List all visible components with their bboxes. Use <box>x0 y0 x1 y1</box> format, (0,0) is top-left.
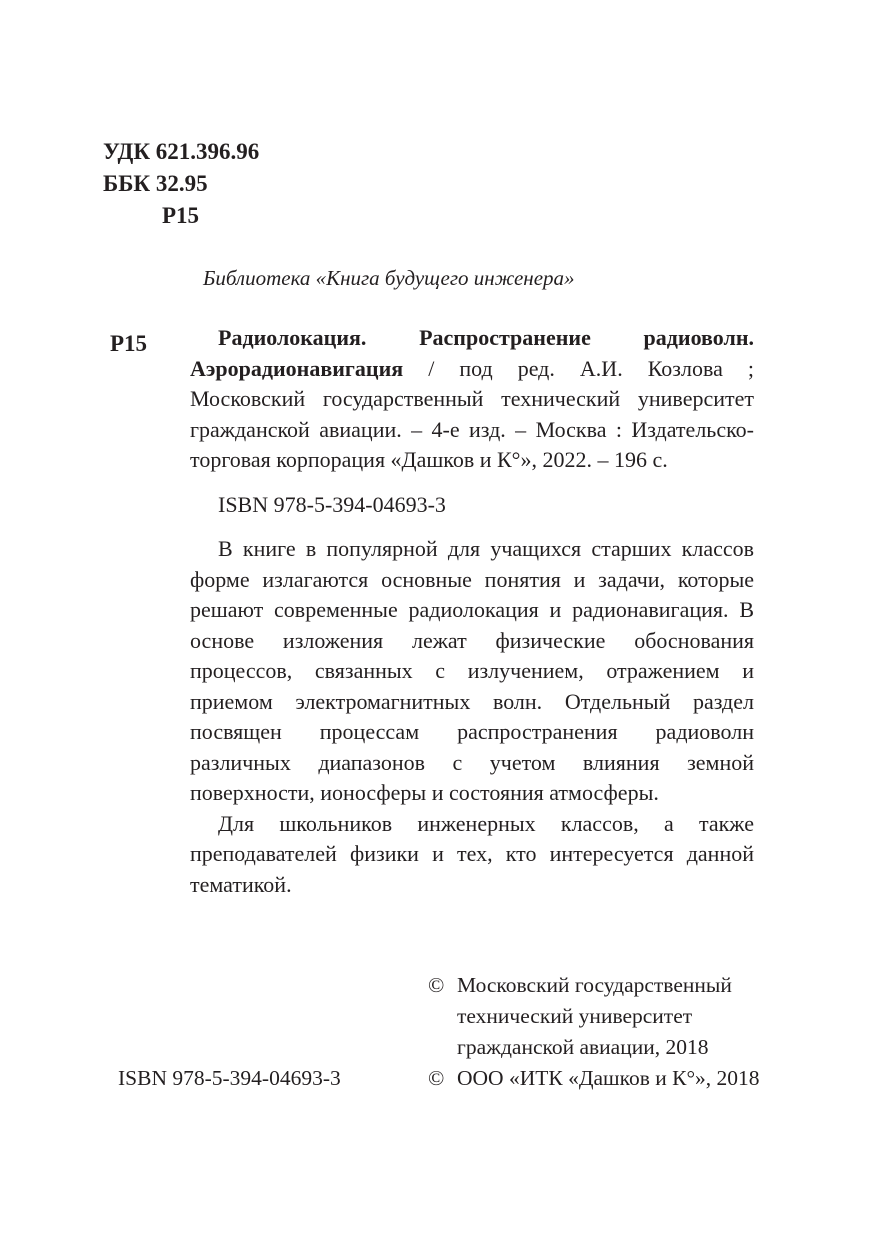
copyright-icon: © <box>428 1066 445 1090</box>
entry-paragraph <box>190 323 754 476</box>
copyright-line-1 <box>428 970 763 1063</box>
bbk-code: ББК 32.95 <box>103 171 208 196</box>
author-mark: Р15 <box>162 203 200 228</box>
footer-isbn: ISBN 978-5-394-04693-3 <box>118 1066 341 1090</box>
annotation-audience: Для школьников инженерных классов, а также преподавателей физики и тех, кто интересуется данной тематикой. <box>190 810 754 897</box>
copyright-icon: © <box>428 973 445 997</box>
copyright-holder-publisher: ООО «ИТК «Дашков и К°», 2018 <box>457 1066 760 1090</box>
entry-author-mark: Р15 <box>110 331 148 356</box>
entry-details: / под ред. А.И. Козлова ; Московский государственный технический университет гражданской авиации. – 4-е изд. – Москва : Издательско-торговая корпорация «Дашков и К°», 2022. – 196 с. <box>190 355 754 472</box>
bibliographic-entry <box>190 323 754 900</box>
udk-code: УДК 621.396.96 <box>103 139 260 164</box>
copyright-line-2 <box>428 1063 763 1094</box>
copyright-block <box>428 970 763 1094</box>
book-title: Радиолокация. Распространение радиоволн. Аэрорадионавигация <box>190 325 754 381</box>
entry-isbn: ISBN 978-5-394-04693-3 <box>218 491 446 517</box>
annotation-paragraph: В книге в популярной для учащихся старших классов форме излагаются основные понятия и задачи, которые решают современные радиолокация и радионавигация. В основе изложения лежат физические обоснования процессов, связанных с излучением, отражением и приемом электромагнитных волн. Отдельный раздел посвящен процессам распространения радиоволн различных диапазонов с учетом влияния земной поверхности, ионосферы и состояния атмосферы. <box>190 536 754 805</box>
series-title: Библиотека «Книга будущего инженера» <box>203 266 575 290</box>
copyright-holder-university: Московский государственный технический университет гражданской авиации, 2018 <box>457 973 732 1059</box>
